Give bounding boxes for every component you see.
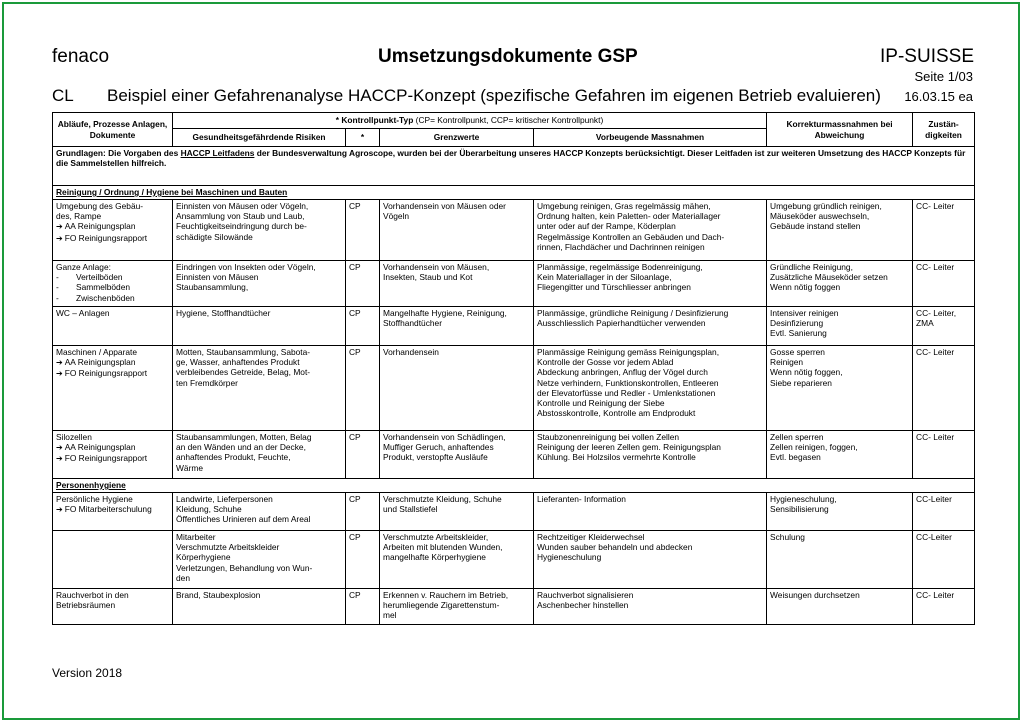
risiken-cell: Hygiene, Stoffhandtücher — [173, 307, 346, 346]
ablauf-sub-item: - Sammelböden — [56, 282, 169, 292]
ablauf-cell: Silozellen ➔ AA Reinigungsplan ➔ FO Reinigungsrapport — [53, 431, 173, 479]
typ-cell: CP — [346, 431, 380, 479]
ablauf-sub-item: - Verteilböden — [56, 272, 169, 282]
zustaendig-cell: CC- Leiter — [913, 346, 975, 431]
ablauf-cell: Rauchverbot in den Betriebsräumen — [53, 589, 173, 625]
table-row — [53, 346, 975, 431]
massnahmen-cell: Planmässige Reinigung gemäss Reinigungsplan, Kontrolle der Gosse vor jedem Ablad Abdeckung anbringen, Anflug der Vögel durch Netze verhindern, Funktionskontrollen, Entleeren der Elevatorfüsse und Redler - Umlenkstationen Kontrolle und Reinigung der Siebe Abstosskontrolle, Kontrolle am Endprodukt — [534, 346, 767, 431]
haccp-guide-link[interactable]: HACCP Leitfadens — [180, 148, 255, 158]
korrektur-cell: Schulung — [767, 531, 913, 589]
section-title-personal: Personenhygiene — [53, 479, 975, 493]
ablauf-cell: Maschinen / Apparate ➔ AA Reinigungsplan ➔ FO Reinigungsrapport — [53, 346, 173, 431]
grenzwerte-cell: Vorhandensein von Schädlingen, Muffiger Geruch, anhaftendes Produkt, verstopfte Ausläufe — [380, 431, 534, 479]
grenzwerte-cell: Vorhandensein von Mäusen oder Vögeln — [380, 200, 534, 261]
zustaendig-cell: CC-Leiter — [913, 531, 975, 589]
table-row — [53, 431, 975, 479]
massnahmen-cell: Lieferanten- Information — [534, 493, 767, 531]
massnahmen-cell: Rechtzeitiger Kleiderwechsel Wunden sauber behandeln und abdecken Hygieneschulung — [534, 531, 767, 589]
zustaendig-cell: CC- Leiter, ZMA — [913, 307, 975, 346]
document-reference: ➔ AA Reinigungsplan — [56, 221, 169, 232]
document-reference: ➔ AA Reinigungsplan — [56, 442, 169, 453]
kontrollpunkt-label: * Kontrollpunkt-Typ — [335, 115, 414, 126]
document-title: Umsetzungsdokumente GSP — [378, 46, 638, 67]
document-reference: ➔ FO Reinigungsrapport — [56, 233, 169, 244]
document-date: 16.03.15 ea — [904, 89, 973, 104]
version-label: Version 2018 — [52, 666, 123, 680]
table-row — [53, 261, 975, 307]
zustaendig-cell: CC- Leiter — [913, 431, 975, 479]
ablauf-cell: Persönliche Hygiene ➔ FO Mitarbeiterschulung — [53, 493, 173, 531]
table-row — [53, 200, 975, 261]
risiken-cell: Einnisten von Mäusen oder Vögeln, Ansammlung von Staub und Laub, Feuchtigkeitseindringung durch be- schädigte Silowände — [173, 200, 346, 261]
korrektur-cell: Gründliche Reinigung, Zusätzliche Mäuseköder setzen Wenn nötig foggen — [767, 261, 913, 307]
grenzwerte-cell: Vorhandensein — [380, 346, 534, 431]
col-header-korrektur: Korrekturmassnahmen bei Abweichung — [767, 113, 913, 147]
massnahmen-cell: Umgebung reinigen, Gras regelmässig mähen, Ordnung halten, kein Paletten- oder Materiallager unter oder auf der Rampe, Köderplan Regelmässige Kontrollen an Gebäuden und Dach- rinnen, Flachdächer und Dachrinnen reinigen — [534, 200, 767, 261]
document-reference: ➔ FO Reinigungsrapport — [56, 368, 169, 379]
document-reference: ➔ FO Reinigungsrapport — [56, 453, 169, 464]
zustaendig-cell: CC- Leiter — [913, 589, 975, 625]
col-header-massnahmen: Vorbeugende Massnahmen — [534, 129, 767, 147]
grenzwerte-cell: Verschmutzte Kleidung, Schuhe und Stallstiefel — [380, 493, 534, 531]
korrektur-cell: Umgebung gründlich reinigen, Mäuseköder auswechseln, Gebäude instand stellen — [767, 200, 913, 261]
risiken-cell: Staubansammlungen, Motten, Belag an den Wänden und an der Decke, anhaftendes Produkt, Feuchte, Wärme — [173, 431, 346, 479]
col-header-zustaendig: Zustän-digkeiten — [913, 113, 975, 147]
typ-cell: CP — [346, 531, 380, 589]
risiken-cell: Brand, Staubexplosion — [173, 589, 346, 625]
typ-cell: CP — [346, 307, 380, 346]
zustaendig-cell: CC- Leiter — [913, 200, 975, 261]
ablauf-cell: Ganze Anlage: - Verteilböden - Sammelböden - Zwischenböden — [53, 261, 173, 307]
kontrollpunkt-legend: (CP= Kontrollpunkt, CCP= kritischer Kontrollpunkt) — [415, 115, 604, 126]
col-header-typ: * — [346, 129, 380, 147]
korrektur-cell: Intensiver reinigen Desinfizierung Evtl. Sanierung — [767, 307, 913, 346]
table-row — [53, 589, 975, 625]
zustaendig-cell: CC-Leiter — [913, 493, 975, 531]
massnahmen-cell: Rauchverbot signalisieren Aschenbecher hinstellen — [534, 589, 767, 625]
document-reference: ➔ FO Mitarbeiterschulung — [56, 504, 169, 515]
col-header-kontrollpunkt — [173, 113, 767, 129]
col-header-ablaeufe: Abläufe, Prozesse Anlagen, Dokumente — [53, 113, 173, 147]
ablauf-cell — [53, 531, 173, 589]
ablauf-sub-item: - Zwischenböden — [56, 293, 169, 303]
table-row — [53, 493, 975, 531]
grenzwerte-cell: Mangelhafte Hygiene, Reinigung, Stoffhandtücher — [380, 307, 534, 346]
document-reference: ➔ AA Reinigungsplan — [56, 357, 169, 368]
grenzwerte-cell: Verschmutzte Arbeitskleider, Arbeiten mit blutenden Wunden, mangelhafte Körperhygiene — [380, 531, 534, 589]
typ-cell: CP — [346, 589, 380, 625]
organization-name: IP-SUISSE — [880, 46, 974, 67]
page-number: Seite 1/03 — [914, 69, 973, 84]
basis-note: Grundlagen: Die Vorgaben des HACCP Leitfadens der Bundesverwaltung Agroscope, wurden bei der Überarbeitung unseres HACCP Konzepts berücksichtigt. Dieser Leitfaden ist zur weiteren Umsetzung des HACCP Konzepts für die Sammelstellen hilfreich. — [53, 147, 975, 186]
grenzwerte-cell: Vorhandensein von Mäusen, Insekten, Staub und Kot — [380, 261, 534, 307]
typ-cell: CP — [346, 346, 380, 431]
grenzwerte-cell: Erkennen v. Rauchern im Betrieb, herumliegende Zigarettenstum- mel — [380, 589, 534, 625]
basis-row — [53, 147, 975, 186]
typ-cell: CP — [346, 493, 380, 531]
risiken-cell: Landwirte, Lieferpersonen Kleidung, Schuhe Öffentliches Urinieren auf dem Areal — [173, 493, 346, 531]
col-header-grenzwerte: Grenzwerte — [380, 129, 534, 147]
document-subtitle: Beispiel einer Gefahrenanalyse HACCP-Konzept (spezifische Gefahren im eigenen Betrieb evaluieren) — [107, 86, 881, 105]
document-code: CL — [52, 86, 74, 105]
korrektur-cell: Zellen sperren Zellen reinigen, foggen, Evtl. begasen — [767, 431, 913, 479]
brand-name: fenaco — [52, 46, 110, 67]
massnahmen-cell: Planmässige, regelmässige Bodenreinigung, Kein Materiallager in der Siloanlage, Fliegengitter und Türschliesser anbringen — [534, 261, 767, 307]
haccp-table — [52, 112, 975, 625]
massnahmen-cell: Staubzonenreinigung bei vollen Zellen Reinigung der leeren Zellen gem. Reinigungsplan Kühlung. Bei Holzsilos vermehrte Kontrolle — [534, 431, 767, 479]
korrektur-cell: Gosse sperren Reinigen Wenn nötig foggen, Siebe reparieren — [767, 346, 913, 431]
section-row-reinigung — [53, 186, 975, 200]
typ-cell: CP — [346, 261, 380, 307]
table-row — [53, 307, 975, 346]
ablauf-cell: WC – Anlagen — [53, 307, 173, 346]
risiken-cell: Eindringen von Insekten oder Vögeln, Einnisten von Mäusen Staubansammlung, — [173, 261, 346, 307]
typ-cell: CP — [346, 200, 380, 261]
massnahmen-cell: Planmässige, gründliche Reinigung / Desinfizierung Ausschliesslich Papierhandtücher verwenden — [534, 307, 767, 346]
table-row — [53, 531, 975, 589]
risiken-cell: Motten, Staubansammlung, Sabota- ge, Wasser, anhaftendes Produkt verbleibendes Getreide, Belag, Mot- ten Fremdkörper — [173, 346, 346, 431]
korrektur-cell: Weisungen durchsetzen — [767, 589, 913, 625]
zustaendig-cell: CC- Leiter — [913, 261, 975, 307]
ablauf-cell: Umgebung des Gebäu- des, Rampe ➔ AA Reinigungsplan ➔ FO Reinigungsrapport — [53, 200, 173, 261]
table-header-row — [53, 113, 975, 129]
section-title-reinigung: Reinigung / Ordnung / Hygiene bei Maschinen und Bauten — [53, 186, 975, 200]
section-row-personal — [53, 479, 975, 493]
korrektur-cell: Hygieneschulung, Sensibilisierung — [767, 493, 913, 531]
risiken-cell: Mitarbeiter Verschmutzte Arbeitskleider Körperhygiene Verletzungen, Behandlung von Wun- den — [173, 531, 346, 589]
col-header-risiken: Gesundheitsgefährdende Risiken — [173, 129, 346, 147]
